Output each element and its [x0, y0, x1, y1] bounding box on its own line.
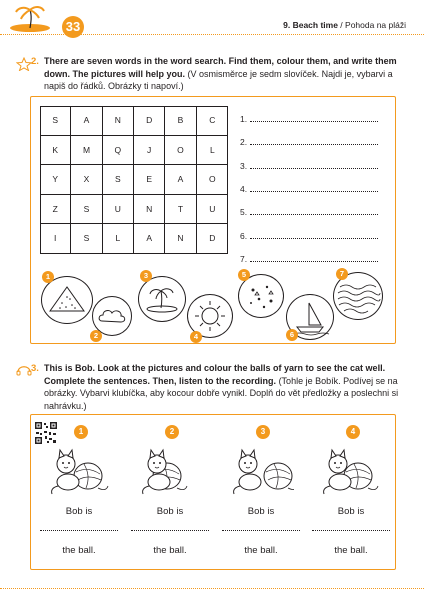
answer-number: 1. — [240, 114, 248, 124]
answer-line[interactable] — [240, 231, 378, 241]
grid-letter[interactable]: I — [40, 224, 71, 254]
sentence-end: the ball. — [62, 545, 96, 556]
cat-picture[interactable] — [228, 440, 294, 498]
picture-sand — [41, 276, 93, 324]
answer-line[interactable] — [240, 254, 378, 264]
sentence-start: Bob is — [65, 506, 93, 517]
answer-number: 5. — [240, 207, 248, 218]
answer-blank[interactable] — [131, 530, 209, 531]
footer-divider — [0, 588, 424, 589]
picture-badge: 6 — [286, 329, 298, 341]
answer-line[interactable] — [240, 184, 378, 194]
answer-blank[interactable] — [312, 530, 390, 531]
cat-picture[interactable] — [137, 440, 203, 498]
grid-letter[interactable]: A — [71, 106, 102, 136]
answer-line[interactable] — [240, 114, 378, 124]
shells-icon — [239, 275, 283, 317]
sentence-end: the ball. — [153, 545, 187, 556]
picture-badge: 4 — [190, 331, 202, 343]
exercise-2-instruction: There are seven words in the word search. Find them, colour them, and write them down. The pictures will help you. (V osmisměrce je sedm slovíček. Najdi je, vybarvi a napiš do řádků. Obrázky ti napoví.) — [44, 56, 397, 91]
grid-letter[interactable]: T — [165, 195, 196, 225]
grid-letter[interactable]: Y — [40, 165, 71, 195]
answer-blank[interactable] — [40, 530, 118, 531]
exercise-3-instruction: This is Bob. Look at the pictures and colour the balls of yarn to see the cat well. Complete the sentences. Then, listen to the recording. (Tohle je Bobík. Podívej se na obrázky. Vybarvi klubíčka, aby kocour dobře vynikl. Doplň do vět předložky a poslechni si nahrávku.) — [44, 363, 399, 411]
grid-letter[interactable]: K — [40, 136, 71, 166]
answer-blank[interactable] — [250, 185, 378, 192]
grid-letter[interactable]: J — [134, 136, 165, 166]
grid-letter[interactable]: S — [71, 224, 102, 254]
grid-letter[interactable]: C — [197, 106, 228, 136]
grid-letter[interactable]: Q — [103, 136, 134, 166]
grid-letter[interactable]: A — [134, 224, 165, 254]
grid-letter[interactable]: E — [134, 165, 165, 195]
picture-badge: 1 — [42, 271, 54, 283]
grid-letter[interactable]: U — [103, 195, 134, 225]
grid-letter[interactable]: N — [103, 106, 134, 136]
answer-number: 3. — [240, 160, 248, 171]
grid-letter[interactable]: L — [197, 136, 228, 166]
exercise-2-number: 2. — [31, 56, 39, 67]
cat-picture[interactable] — [46, 440, 112, 498]
chapter-title: 9. Beach time / Pohoda na pláži — [283, 20, 406, 30]
grid-letter[interactable]: O — [165, 136, 196, 166]
grid-letter[interactable]: X — [71, 165, 102, 195]
grid-letter[interactable]: U — [197, 195, 228, 225]
cat-with-yarn-icon — [46, 440, 112, 498]
headphones-icon — [16, 362, 32, 376]
grid-letter[interactable]: D — [209, 233, 216, 244]
answer-number: 2. — [240, 137, 248, 148]
header-divider — [0, 34, 424, 35]
grid-letter[interactable]: D — [134, 106, 165, 136]
sentence-start: Bob is — [337, 506, 365, 517]
answer-blank[interactable] — [250, 115, 378, 122]
cat-with-yarn-icon — [228, 440, 294, 498]
answer-blank[interactable] — [250, 208, 378, 215]
picture-badge: 7 — [336, 268, 348, 280]
sand-pile-icon — [42, 277, 92, 323]
grid-letter[interactable]: N — [165, 224, 196, 254]
answer-blank[interactable] — [250, 232, 378, 239]
grid-letter[interactable]: A — [165, 165, 196, 195]
grid-letter[interactable]: N — [134, 195, 165, 225]
item-badge: 2 — [165, 425, 179, 439]
item-badge: 1 — [74, 425, 88, 439]
grid-letter[interactable]: S — [71, 195, 102, 225]
answer-line[interactable] — [240, 207, 378, 217]
island-icon — [139, 277, 185, 321]
word-search-frame — [40, 106, 228, 254]
grid-letter[interactable]: M — [71, 136, 102, 166]
cat-picture[interactable] — [318, 440, 384, 498]
sentence-start: Bob is — [156, 506, 184, 517]
sentence-start: Bob is — [247, 506, 275, 517]
picture-badge: 5 — [238, 269, 250, 281]
grid-letter[interactable]: S — [40, 106, 71, 136]
answer-number: 6. — [240, 230, 248, 241]
sentence-end: the ball. — [334, 545, 368, 556]
answer-line[interactable] — [240, 137, 378, 147]
picture-badge: 2 — [90, 330, 102, 342]
grid-letter[interactable]: B — [165, 106, 196, 136]
answer-blank[interactable] — [250, 255, 378, 262]
item-badge: 4 — [346, 425, 360, 439]
cat-with-yarn-icon — [137, 440, 203, 498]
grid-letter[interactable]: S — [103, 165, 134, 195]
star-icon — [16, 57, 32, 71]
answer-number: 7. — [240, 253, 248, 264]
answer-number: 4. — [240, 183, 248, 194]
palm-island-logo — [6, 2, 58, 34]
exercise-3-number: 3. — [31, 363, 39, 374]
grid-letter[interactable]: O — [197, 165, 228, 195]
grid-letter[interactable]: L — [103, 224, 134, 254]
sentence-end: the ball. — [244, 545, 278, 556]
answer-line[interactable] — [240, 161, 378, 171]
answer-blank[interactable] — [222, 530, 300, 531]
cat-with-yarn-icon — [318, 440, 384, 498]
answer-blank[interactable] — [250, 162, 378, 169]
grid-letter[interactable]: Z — [40, 195, 71, 225]
answer-blank[interactable] — [250, 138, 378, 145]
cloud-icon — [93, 297, 131, 335]
picture-badge: 3 — [140, 270, 152, 282]
item-badge: 3 — [256, 425, 270, 439]
picture-island — [138, 276, 186, 322]
page-number: 33 — [62, 16, 84, 38]
